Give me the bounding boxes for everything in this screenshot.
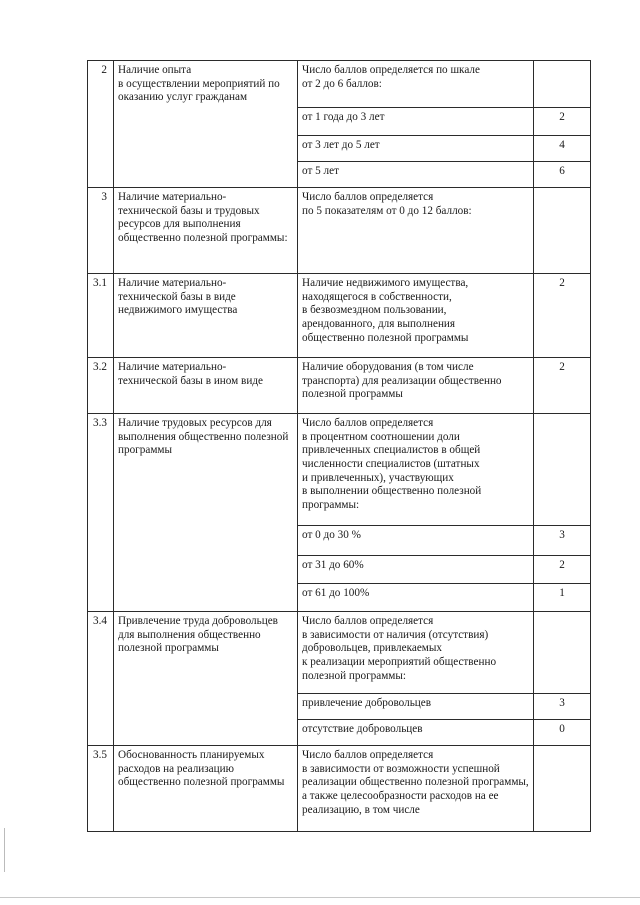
score-value: 3 <box>534 694 591 720</box>
criterion-name: Наличие опыта в осуществлении мероприятий по оказанию услуг гражданам <box>114 61 298 108</box>
option-label: от 1 года до 3 лет <box>298 108 534 136</box>
scan-artifact <box>4 828 5 872</box>
score-value: 2 <box>534 556 591 584</box>
score-cell <box>534 61 591 108</box>
row-number: 3.5 <box>88 746 114 832</box>
table-row <box>88 556 591 584</box>
score-value: 0 <box>534 720 591 746</box>
option-label: от 0 до 30 % <box>298 526 534 556</box>
criterion-name: Привлечение труда добровольцев для выполнения общественно полезной программы <box>114 612 298 694</box>
option-label: от 31 до 60% <box>298 556 534 584</box>
score-value: 2 <box>534 108 591 136</box>
option-label: привлечение добровольцев <box>298 694 534 720</box>
criterion-description: Число баллов определяется по 5 показателям от 0 до 12 баллов: <box>298 188 534 274</box>
criterion-description: Число баллов определяется по шкале от 2 до 6 баллов: <box>298 61 534 108</box>
option-label: от 61 до 100% <box>298 584 534 612</box>
score-cell <box>534 188 591 274</box>
option-label: отсутствие добровольцев <box>298 720 534 746</box>
option-label: от 5 лет <box>298 162 534 188</box>
table-row <box>88 612 591 694</box>
row-number: 3.2 <box>88 358 114 414</box>
criterion-name: Обоснованность планируемых расходов на реализацию общественно полезной программы <box>114 746 298 832</box>
table-row <box>88 61 591 108</box>
table-row <box>88 274 591 358</box>
criterion-description: Число баллов определяется в зависимости от возможности успешной реализации общественно полезной программы, а также целесообразности расходов на ее реализацию, в том числе <box>298 746 534 832</box>
row-number: 3.4 <box>88 612 114 694</box>
table-row <box>88 584 591 612</box>
table-row <box>88 694 591 720</box>
score-cell <box>534 414 591 526</box>
criterion-description: Число баллов определяется в процентном соотношении доли привлеченных специалистов в общей численности специалистов (штатных и привлеченных), участвующих в выполнении общественно полезной программы: <box>298 414 534 526</box>
criterion-description: Наличие оборудования (в том числе транспорта) для реализации общественно полезной программы <box>298 358 534 414</box>
score-value: 2 <box>534 274 591 358</box>
criteria-table <box>87 60 591 832</box>
score-value: 6 <box>534 162 591 188</box>
score-value: 2 <box>534 358 591 414</box>
criterion-name: Наличие материально- технической базы в ином виде <box>114 358 298 414</box>
criterion-description: Наличие недвижимого имущества, находящегося в собственности, в безвозмездном пользовании, арендованного, для выполнения общественно полезной программы <box>298 274 534 358</box>
criterion-name: Наличие трудовых ресурсов для выполнения общественно полезной программы <box>114 414 298 526</box>
table-row <box>88 108 591 136</box>
criterion-description: Число баллов определяется в зависимости от наличия (отсутствия) добровольцев, привлекаемых к реализации мероприятий общественно полезной программы: <box>298 612 534 694</box>
option-label: от 3 лет до 5 лет <box>298 136 534 162</box>
table-row <box>88 358 591 414</box>
table-row <box>88 526 591 556</box>
scan-edge <box>0 897 640 898</box>
table-row <box>88 746 591 832</box>
row-number: 3.1 <box>88 274 114 358</box>
row-number: 3.3 <box>88 414 114 526</box>
score-cell <box>534 746 591 832</box>
score-cell <box>534 612 591 694</box>
score-value: 4 <box>534 136 591 162</box>
table-row <box>88 136 591 162</box>
table-row <box>88 414 591 526</box>
score-value: 3 <box>534 526 591 556</box>
table-row <box>88 162 591 188</box>
table-row <box>88 188 591 274</box>
row-number: 3 <box>88 188 114 274</box>
criterion-name: Наличие материально- технической базы и трудовых ресурсов для выполнения общественно полезной программы: <box>114 188 298 274</box>
row-number: 2 <box>88 61 114 108</box>
table-row <box>88 720 591 746</box>
criterion-name: Наличие материально- технической базы в виде недвижимого имущества <box>114 274 298 358</box>
score-value: 1 <box>534 584 591 612</box>
